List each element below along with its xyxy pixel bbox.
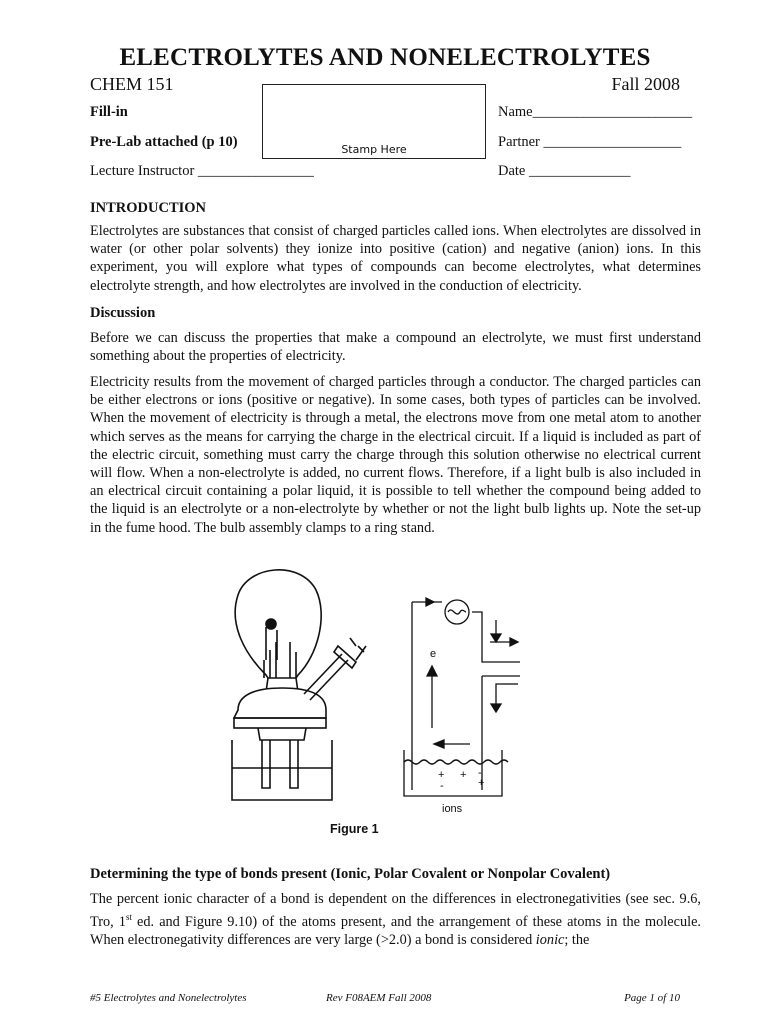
bonds-paragraph (90, 890, 701, 949)
light-bulb-icon (235, 570, 321, 692)
plus-sign: + (478, 777, 485, 789)
bonds-text-ionic: ionic (535, 932, 565, 949)
date-field[interactable]: Date ______________ (498, 163, 631, 179)
course-name: CHEM 151 (90, 74, 174, 94)
figure-label-e: e (430, 648, 437, 660)
discussion-paragraph-2: Electricity results from the movement of charged particles through a conductor. The charged particles can be either electrons or ions (positive or negative). In some cases, both types of particles can be involved. When the movement of electricity is through a metal, the electrons move from one metal atom to another which serves as the means for carrying the charge in the electrical circuit. If a liquid is included as part of the electric circuit, something must carry the charge through this solution otherwise no electrical current will flow. When a non-electrolyte is added, no current flows. Therefore, if a light bulb is also included in an electrical circuit containing a polar liquid, it is possible to tell whether the compound being added to the liquid is an electrolyte or a non-electrolyte by whether or not the light bulb lights up. Note the set-up in the fume hood. The bulb assembly clamps to a ring stand. (90, 374, 701, 536)
stamp-box (262, 84, 486, 159)
plus-sign: + (438, 769, 445, 781)
footer-center: Rev F08AEM Fall 2008 (326, 992, 432, 1004)
plug-icon (304, 638, 366, 700)
prelab-label: Pre-Lab attached (p 10) (90, 134, 238, 150)
introduction-paragraph: Electrolytes are substances that consist of charged particles called ions. When electrolytes are dissolved in water (or other polar solvents) they ionize into positive (cation) and negative (anion) ions. In this experiment, you will explore what types of compounds can become electrolytes, what determines electrolyte strength, and how electrolytes are involved in the conduction of electricity. (90, 223, 701, 294)
bonds-heading: Determining the type of bonds present (Ionic, Polar Covalent or Nonpolar Covalent) (90, 866, 611, 882)
bonds-text-a: The percent ionic character of a bond is dependent on the differences in electronegativities (see sec. 9.6, Tro, 1 (90, 891, 701, 930)
discussion-paragraph-1: Before we can discuss the properties that make a compound an electrolyte, we must first understand something about the properties of electricity. (90, 330, 701, 365)
page-title: ELECTROLYTES AND NONELECTROLYTES (119, 44, 651, 71)
partner-field[interactable]: Partner ___________________ (498, 134, 682, 150)
bonds-text-b: ed. and Figure 9.10) of the atoms present, and the arrangement of these atoms in the molecule. When electronegativity differences are very large (>2.0) a bond is considered (90, 913, 702, 949)
minus-sign: - (478, 767, 482, 779)
fill-in-label: Fill-in (90, 104, 128, 120)
bonds-text-c: ; the (564, 932, 590, 949)
footer-page-number: Page 1 of 10 (624, 992, 680, 1004)
term: Fall 2008 (611, 74, 680, 94)
minus-sign: - (440, 780, 444, 792)
stamp-label: Stamp Here (341, 143, 407, 156)
superscript-st: st (125, 912, 132, 923)
figure-caption: Figure 1 (330, 822, 379, 836)
name-field[interactable]: Name______________________ (498, 104, 693, 120)
figure-1-diagram (220, 560, 520, 850)
introduction-heading: INTRODUCTION (90, 200, 207, 216)
figure-label-ions: ions (442, 803, 463, 815)
discussion-heading: Discussion (90, 305, 156, 321)
lecture-instructor-field[interactable]: Lecture Instructor ________________ (90, 163, 314, 179)
plus-sign: + (460, 769, 467, 781)
footer-left: #5 Electrolytes and Nonelectrolytes (90, 992, 247, 1004)
